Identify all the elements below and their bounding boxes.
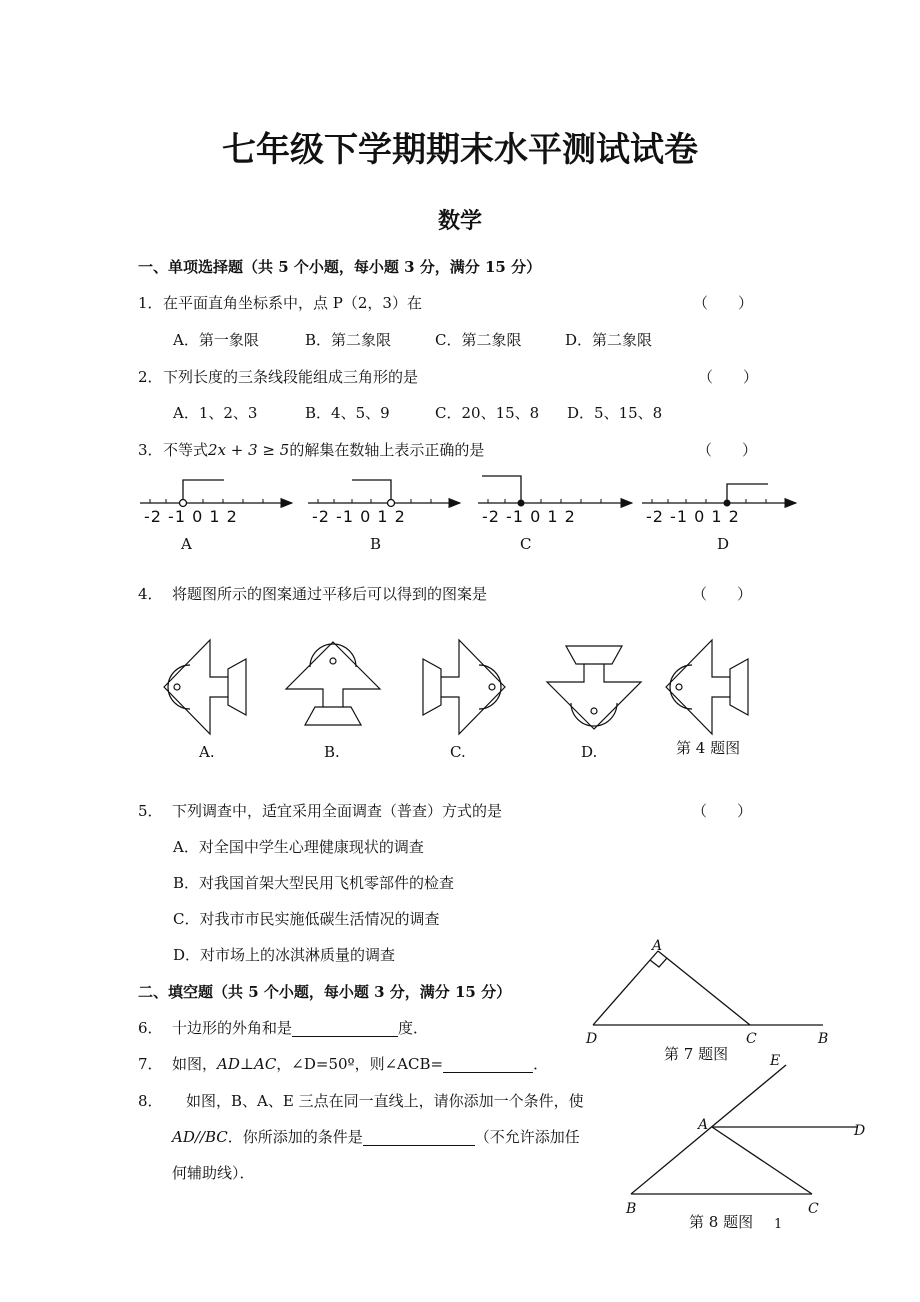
q3-number-lines bbox=[0, 470, 920, 550]
q2-number: 2． bbox=[138, 368, 163, 386]
q8-number: 8． bbox=[138, 1092, 163, 1110]
q3-label-c: C bbox=[520, 535, 532, 553]
fig8-label-d: D bbox=[854, 1123, 866, 1139]
q6-text: 十边形的外角和是 度． bbox=[172, 1019, 429, 1037]
q3-label-d: D bbox=[717, 535, 730, 553]
subject-title: 数学 bbox=[437, 209, 482, 234]
open-point bbox=[388, 500, 395, 507]
q1-text: 在平面直角坐标系中，点 P（2，3）在 bbox=[163, 294, 422, 312]
fig8-label-c: C bbox=[808, 1201, 819, 1217]
q5-number: 5． bbox=[138, 802, 163, 820]
figure-7 bbox=[0, 945, 920, 1045]
q4-label-c: C. bbox=[450, 743, 466, 761]
q5-option-a: A．对全国中学生心理健康现状的调查 bbox=[173, 838, 424, 856]
q5-option-d: D．对市场上的冰淇淋质量的调查 bbox=[173, 946, 396, 964]
q1-number: 1． bbox=[138, 294, 163, 312]
q2-option-a: A．1、2、3 bbox=[173, 404, 258, 422]
number-line-b bbox=[308, 480, 460, 507]
q4-fish-figures bbox=[0, 635, 920, 735]
axis-ticks-c: -2 -1 0 1 2 bbox=[482, 507, 576, 526]
fish-reference-figure bbox=[666, 640, 748, 734]
q1-option-d: D．第二象限 bbox=[565, 331, 653, 349]
fish-c-figure bbox=[423, 640, 505, 734]
fig8-caption: 第 8 题图 bbox=[689, 1213, 754, 1231]
figure-8 bbox=[0, 1060, 920, 1220]
number-line-d bbox=[642, 484, 796, 507]
q2-option-c: C．20、15、8 bbox=[435, 404, 540, 422]
number-line-c bbox=[478, 476, 632, 507]
q4-figure-caption: 第 4 题图 bbox=[676, 739, 741, 757]
fig7-label-c: C bbox=[746, 1031, 757, 1047]
fig7-label-a: A bbox=[652, 938, 663, 954]
axis-ticks-b: -2 -1 0 1 2 bbox=[312, 507, 406, 526]
q8-line3: 何辅助线）． bbox=[172, 1164, 255, 1182]
q4-label-b: B. bbox=[324, 743, 340, 761]
axis-ticks-a: -2 -1 0 1 2 bbox=[144, 507, 238, 526]
q1-option-c: C．第二象限 bbox=[435, 331, 522, 349]
q3-number: 3． bbox=[138, 441, 163, 459]
q4-label-a: A. bbox=[199, 743, 215, 761]
fig7-caption: 第 7 题图 bbox=[664, 1045, 729, 1063]
q3-text: 不等式2x + 3 ≥ 5的解集在数轴上表示正确的是 bbox=[163, 441, 485, 459]
page-number: 1 bbox=[774, 1217, 783, 1232]
page-title: 七年级下学期期末水平测试试卷 bbox=[222, 130, 698, 170]
fig7-label-b: B bbox=[818, 1031, 829, 1047]
q3-answer-paren: （ ） bbox=[697, 441, 758, 459]
closed-point bbox=[724, 500, 731, 507]
fig8-label-b: B bbox=[626, 1201, 637, 1217]
q4-text: 将题图所示的图案通过平移后可以得到的图案是 bbox=[172, 585, 488, 603]
q3-label-b: B bbox=[370, 535, 382, 553]
section2-heading: 二、填空题（共 5 个小题，每小题 3 分，满分 15 分） bbox=[138, 983, 512, 1001]
q5-text: 下列调查中，适宜采用全面调查（普查）方式的是 bbox=[172, 802, 503, 820]
q5-answer-paren: （ ） bbox=[692, 802, 753, 820]
q8-line2: AD//BC．你所添加的条件是 （不允许添加任 bbox=[172, 1128, 580, 1146]
open-point bbox=[180, 500, 187, 507]
closed-point bbox=[518, 500, 525, 507]
q8-line1: 如图，B、A、E 三点在同一直线上，请你添加一个条件，使 bbox=[186, 1092, 584, 1110]
q1-option-a: A．第一象限 bbox=[173, 331, 259, 349]
fig8-label-a: A bbox=[698, 1117, 709, 1133]
q3-label-a: A bbox=[181, 535, 192, 553]
fish-b-figure bbox=[286, 642, 380, 725]
fish-d-figure bbox=[547, 646, 641, 729]
axis-ticks-d: -2 -1 0 1 2 bbox=[646, 507, 740, 526]
q2-option-b: B．4、5、9 bbox=[305, 404, 390, 422]
q5-option-c: C．对我市市民实施低碳生活情况的调查 bbox=[173, 910, 440, 928]
q4-answer-paren: （ ） bbox=[692, 585, 753, 603]
fig8-label-e: E bbox=[770, 1053, 781, 1069]
number-line-a bbox=[140, 480, 292, 507]
q2-text: 下列长度的三条线段能组成三角形的是 bbox=[163, 368, 419, 386]
q2-answer-paren: （ ） bbox=[698, 368, 759, 386]
q2-option-d: D．5、15、8 bbox=[567, 404, 663, 422]
q6-number: 6． bbox=[138, 1019, 163, 1037]
q7-text: 如图，AD⊥AC，∠D=50º，则∠ACB= ． bbox=[172, 1055, 549, 1073]
q1-option-b: B．第二象限 bbox=[305, 331, 392, 349]
q1-answer-paren: （ ） bbox=[693, 294, 754, 312]
q3-math: 2x + 3 ≥ 5 bbox=[208, 441, 290, 459]
q4-label-d: D. bbox=[581, 743, 598, 761]
q4-number: 4． bbox=[138, 585, 163, 603]
q5-option-b: B．对我国首架大型民用飞机零部件的检查 bbox=[173, 874, 455, 892]
fish-a-figure bbox=[164, 640, 246, 734]
section1-heading: 一、单项选择题（共 5 个小题，每小题 3 分，满分 15 分） bbox=[138, 258, 542, 276]
fig7-label-d: D bbox=[586, 1031, 598, 1047]
q7-number: 7． bbox=[138, 1055, 163, 1073]
